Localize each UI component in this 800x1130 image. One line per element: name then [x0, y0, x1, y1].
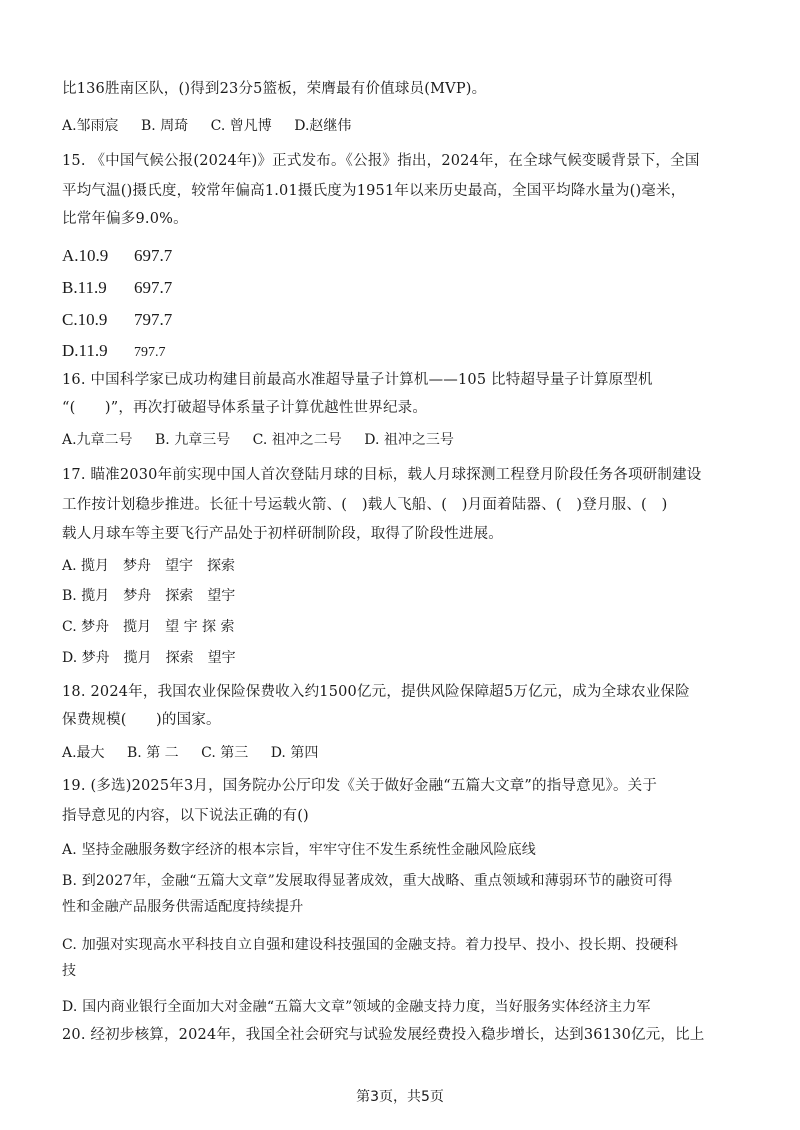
q16-option-a: A.九章二号: [62, 432, 133, 448]
q19-option-b-1: B. 到2027年，金融“五篇大文章”发展取得显著成效，重大战略、重点领域和薄弱环节的融资可得: [62, 873, 673, 889]
q16-option-c: C. 祖冲之二号: [252, 432, 342, 448]
page-number-footer: 第3页，共5页: [356, 1089, 444, 1105]
q14-option-b: B. 周琦: [141, 118, 189, 134]
q19-option-c-2: 技: [62, 963, 77, 979]
q17-stem-3: 载人月球车等主要飞行产品处于初样研制阶段，取得了阶段性进展。: [62, 526, 503, 542]
q18-stem-2: 保费规模( )的国家。: [62, 712, 221, 728]
q19-stem-2: 指导意见的内容，以下说法正确的有(): [62, 808, 309, 824]
q19-option-b-2: 性和金融产品服务供需适配度持续提升: [62, 899, 304, 915]
q20-stem-1: 20. 经初步核算，2024年，我国全社会研究与试验发展经费投入稳步增长，达到36130亿元，比上: [62, 1027, 705, 1043]
q14-options: [62, 116, 369, 136]
q16-stem-1: 16. 中国科学家已成功构建目前最高水准超导量子计算机——105 比特超导量子计算原型机: [62, 372, 653, 388]
text-line: 比136胜南区队，()得到23分5篮板，荣膺最有价值球员(MVP)。: [62, 81, 487, 97]
q15-option-b: [62, 277, 172, 299]
q19-option-a: A. 坚持金融服务数字经济的根本宗旨，牢牢守住不发生系统性金融风险底线: [62, 842, 537, 858]
q18-option-a: A.最大: [62, 745, 105, 761]
q15-option-b-letter: B.11.9: [62, 278, 107, 297]
q19-option-d: D. 国内商业银行全面加大对金融“五篇大文章”领域的金融支持力度，当好服务实体经济主力军: [62, 999, 651, 1015]
q15-option-c-letter: C.10.9: [62, 310, 108, 329]
q15-stem-1: 15. 《中国气候公报(2024年)》正式发布。《公报》指出，2024年，在全球气候变暖背景下，全国: [62, 153, 700, 169]
q18-stem-1: 18. 2024年，我国农业保险保费收入约1500亿元，提供风险保障超5万亿元，成为全球农业保险: [62, 684, 690, 700]
q18-option-c: C. 第三: [201, 745, 249, 761]
q16-option-d: D. 祖冲之三号: [364, 432, 454, 448]
q18-options: [62, 743, 336, 763]
q19-stem-1: 19. (多选)2025年3月，国务院办公厅印发《关于做好金融“五篇大文章”的指导意见》。关于: [62, 778, 658, 794]
q18-option-d: D. 第四: [270, 745, 319, 761]
q19-option-c-1: C. 加强对实现高水平科技自立自强和建设科技强国的金融支持。着力投早、投小、投长期、投硬科: [62, 937, 679, 953]
q15-option-c-value: 797.7: [134, 310, 173, 329]
q17-stem-2: 工作按计划稳步推进。长征十号运载火箭、( )载人飞船、( )月面着陆器、( )登月服、( ): [62, 497, 668, 513]
q16-stem-2: “( )”，再次打破超导体系量子计算优越性世界纪录。: [62, 400, 428, 416]
q17-option-c: C. 梦舟 揽月 望 宇 探 索: [62, 619, 235, 635]
q14-option-a: A.邹雨宸: [62, 118, 119, 134]
q15-option-d-letter: D.11.9: [62, 341, 108, 360]
q15-option-a: [62, 245, 172, 267]
q15-stem-3: 比常年偏多9.0%。: [62, 211, 188, 227]
q15-option-c: [62, 309, 172, 331]
q17-stem-1: 17. 瞄准2030年前实现中国人首次登陆月球的目标，载人月球探测工程登月阶段任务各项研制建设: [62, 467, 702, 483]
q18-option-b: B. 第 二: [127, 745, 179, 761]
q15-option-b-value: 697.7: [134, 278, 173, 297]
q15-option-a-letter: A.10.9: [62, 246, 109, 265]
q16-options: [62, 430, 472, 450]
q17-option-a: A. 揽月 梦舟 望宇 探索: [62, 558, 236, 574]
q15-option-d-value: 797.7: [134, 345, 166, 360]
q17-option-d: D. 梦舟 揽月 探索 望宇: [62, 650, 236, 666]
q15-option-d: [62, 340, 166, 364]
q15-option-a-value: 697.7: [134, 246, 173, 265]
q15-stem-2: 平均气温()摄氏度，较常年偏高1.01摄氏度为1951年以来历史最高，全国平均降水量为()毫米，: [62, 183, 686, 199]
q14-option-d: D.赵继伟: [294, 118, 352, 134]
q14-option-c: C. 曾凡博: [210, 118, 272, 134]
q17-option-b: B. 揽月 梦舟 探索 望宇: [62, 588, 236, 604]
q16-option-b: B. 九章三号: [155, 432, 231, 448]
